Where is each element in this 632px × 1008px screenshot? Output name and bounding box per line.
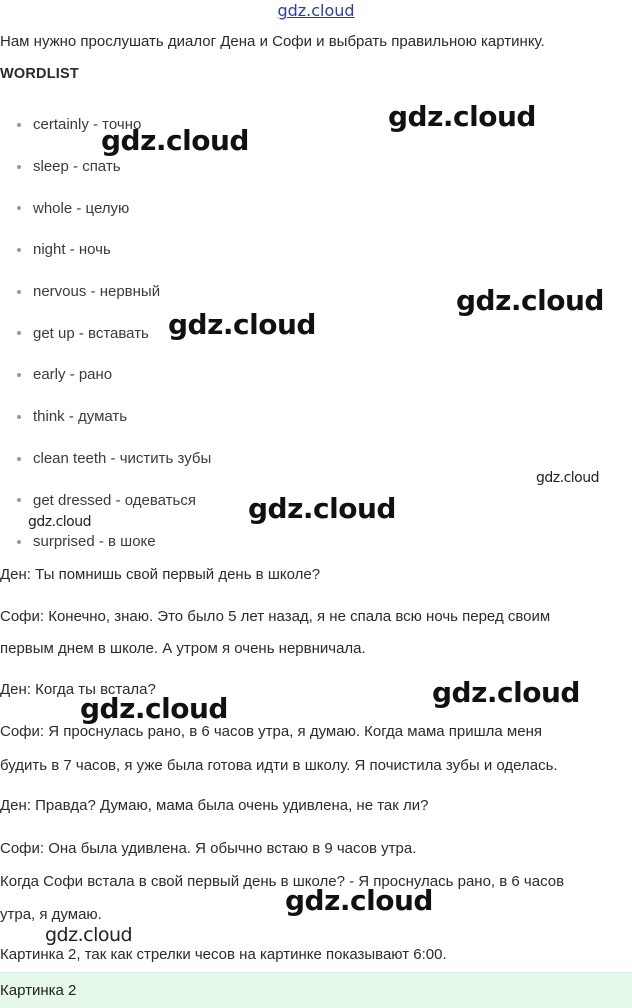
- watermark: gdz.cloud: [168, 308, 316, 341]
- dialog-line: Ден: Правда? Думаю, мама была очень удивлена, не так ли?: [0, 797, 429, 814]
- question-text: Когда Софи встала в свой первый день в школе? - Я проснулась рано, в 6 часов: [0, 873, 565, 890]
- watermark: gdz.cloud: [45, 924, 133, 946]
- watermark: gdz.cloud: [101, 124, 249, 157]
- wordlist-heading: WORDLIST: [0, 66, 79, 82]
- watermark: gdz.cloud: [285, 884, 433, 917]
- watermark: gdz.cloud: [80, 692, 228, 725]
- answer-box: Картинка 2: [0, 972, 632, 1008]
- watermark: gdz.cloud: [388, 100, 536, 133]
- watermark: gdz.cloud: [456, 284, 604, 317]
- dialog-line: будить в 7 часов, я уже была готова идти в школу. Я почистила зубы и оделась.: [0, 757, 558, 774]
- list-item: night - ночь: [0, 229, 211, 271]
- explanation-text: Картинка 2, так как стрелки чесов на картинке показывают 6:00.: [0, 946, 447, 963]
- list-item: early - рано: [0, 354, 211, 396]
- list-item: sleep - спать: [0, 146, 211, 188]
- list-item: get dressed - одеваться: [0, 479, 211, 521]
- dialog-line: Софи: Она была удивлена. Я обычно встаю в 9 часов утра.: [0, 840, 417, 857]
- list-item: get up - вставать: [0, 312, 211, 354]
- watermark: gdz.cloud: [248, 492, 396, 525]
- site-link[interactable]: gdz.cloud: [277, 1, 355, 20]
- list-item: think - думать: [0, 396, 211, 438]
- dialog-line: Ден: Ты помнишь свой первый день в школе?: [0, 566, 321, 583]
- list-item: nervous - нервный: [0, 271, 211, 313]
- intro-text: Нам нужно прослушать диалог Дена и Софи и выбрать правильною картинку.: [0, 33, 545, 50]
- dialog-line: Софи: Конечно, знаю. Это было 5 лет назад, я не спала всю ночь перед своим: [0, 608, 551, 625]
- watermark: gdz.cloud: [28, 514, 91, 530]
- list-item: certainly - точно: [0, 104, 211, 146]
- list-item: whole - целую: [0, 187, 211, 229]
- watermark: gdz.cloud: [536, 470, 599, 486]
- dialog-line: Софи: Я проснулась рано, в 6 часов утра, я думаю. Когда мама пришла меня: [0, 723, 542, 740]
- watermark: gdz.cloud: [432, 676, 580, 709]
- dialog-line: Ден: Когда ты встала?: [0, 681, 156, 698]
- dialog-line: первым днем в школе. А утром я очень нервничала.: [0, 640, 366, 657]
- list-item: surprised - в шоке: [0, 521, 211, 563]
- list-item: clean teeth - чистить зубы: [0, 438, 211, 480]
- question-text: утра, я думаю.: [0, 906, 102, 923]
